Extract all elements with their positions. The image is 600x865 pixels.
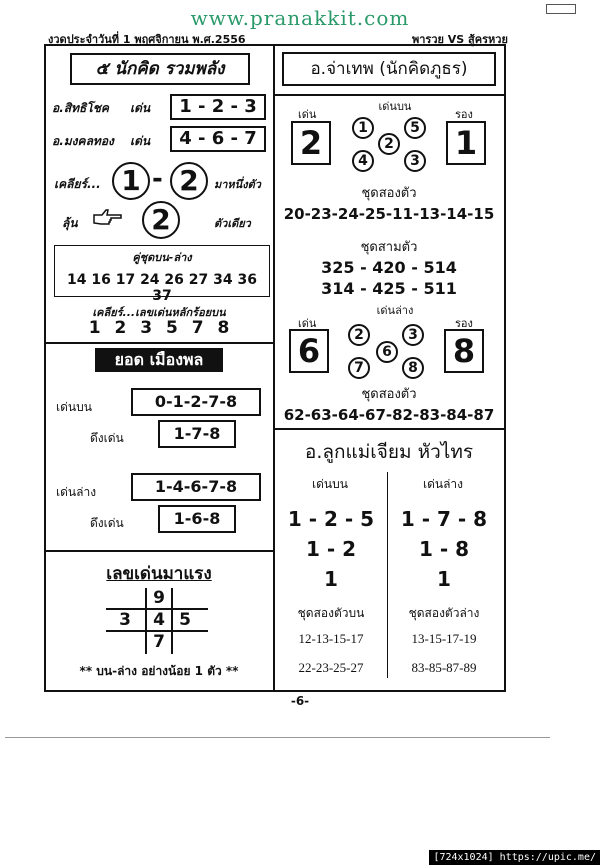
hunt-suffix: ตัวเดียว: [214, 217, 251, 230]
jamtep-bot-circle: 3: [402, 324, 424, 346]
pairs-box: [54, 245, 270, 304]
mom-bot-3: 1: [437, 567, 451, 591]
hunt-label: ลุ้น: [62, 216, 78, 230]
clear-circle-b: 2: [170, 162, 208, 200]
mom-top-2: 1 - 2: [305, 537, 357, 561]
clear-dash: -: [152, 164, 163, 194]
mom-bot-1: 1 - 7 - 8: [400, 507, 488, 531]
mom-pairs-top-title: ชุดสองตัวบน: [297, 606, 365, 620]
value-mongkhonthong: 4 - 6 - 7: [170, 126, 266, 152]
jamtep-two-bot: 62-63-64-67-82-83-84-87: [283, 406, 495, 424]
mom-title: อ.ลูกแม่เจียม หัวไทร: [304, 441, 474, 463]
five-thinkers-title: ๕ นักคิด รวมพลัง: [70, 53, 250, 85]
jamtep-bot-lead-label: เด่น: [298, 317, 317, 330]
jamtep-three-2: 314 - 425 - 511: [321, 279, 457, 298]
name-sitthichok: อ.สิทธิโชค: [52, 101, 109, 115]
mom-divider: [387, 472, 388, 678]
jamtep-two-top: 20-23-24-25-11-13-14-15: [283, 205, 495, 223]
image-host-tag: [724x1024] https://upic.me/: [429, 850, 600, 865]
jamtep-top-sub-label: รอง: [455, 108, 473, 121]
jamtep-top-sub: 1: [446, 121, 486, 165]
yod-top-label: เด่นบน: [56, 400, 92, 414]
header-right: พารวย VS สู้ครหวย: [412, 33, 508, 46]
lead-hundreds-digits: 1 2 3 5 7 8: [88, 318, 230, 338]
jamtep-title: อ.จ่าเทพ (นักคิดภูธร): [282, 52, 496, 86]
jamtep-bot-circle: 7: [348, 357, 370, 379]
jamtep-bot-sub-label: รอง: [455, 317, 473, 330]
clear-suffix: มาหนึ่งตัว: [214, 178, 261, 191]
mom-top-3: 1: [324, 567, 338, 591]
left-divider-2: [44, 550, 274, 552]
jamtep-bot-sub: 8: [444, 329, 484, 373]
yod-top-pull-value: 1-7-8: [158, 420, 236, 448]
hot-cell: 5: [179, 610, 191, 630]
right-divider-1: [274, 94, 504, 96]
mom-top-1: 1 - 2 - 5: [287, 507, 375, 531]
tag-lead-2: เด่น: [130, 134, 151, 148]
jamtep-bot-center-label: เด่นล่าง: [376, 304, 414, 317]
hot-title: เลขเด่นมาแรง: [106, 564, 212, 584]
mom-pairs-bot-2: 83-85-87-89: [411, 660, 477, 675]
clear-label: เคลียร์...: [54, 177, 101, 191]
left-divider-1: [44, 342, 274, 344]
pairs-title: คู่ชุดบน-ล่าง: [132, 251, 192, 264]
yod-bot-pull-value: 1-6-8: [158, 505, 236, 533]
mom-pairs-bot-1: 13-15-17-19: [411, 631, 477, 646]
mom-pairs-top-2: 22-23-25-27: [298, 660, 364, 675]
scan-edge: [5, 737, 550, 738]
mom-pairs-bot-title: ชุดสองตัวล่าง: [408, 606, 480, 620]
pairs-values: 14 16 17 24 26 27 34 36 37: [67, 272, 257, 304]
mom-col-bot: เด่นล่าง: [422, 477, 464, 491]
column-divider: [273, 44, 275, 690]
jamtep-two-title-b: ชุดสองตัว: [361, 387, 417, 402]
yod-bot-label: เด่นล่าง: [56, 485, 97, 499]
jamtep-top-center-label: เด่นบน: [378, 100, 412, 113]
yod-bot-pull-label: ดึงเด่น: [90, 516, 124, 530]
hunt-circle: 2: [142, 201, 180, 239]
draw-date: งวดประจำวันที่ 1 พฤศจิกายน พ.ศ.2556: [48, 33, 246, 46]
jamtep-bot-lead: 6: [289, 329, 329, 373]
right-divider-2: [274, 428, 504, 430]
site-url: www.pranakkit.com: [190, 6, 410, 30]
hot-cell: 9: [153, 588, 165, 608]
jamtep-bot-circle: 8: [402, 357, 424, 379]
jamtep-top-circle: 4: [352, 150, 374, 172]
jamtep-three-1: 325 - 420 - 514: [321, 258, 457, 277]
hot-cell: 7: [153, 632, 165, 652]
jamtep-bot-circle: 2: [348, 324, 370, 346]
pointing-hand-icon: [92, 207, 124, 229]
jamtep-top-circle: 5: [404, 117, 426, 139]
hot-grid: [106, 588, 208, 654]
jamtep-bot-circle: 6: [376, 341, 398, 363]
corner-box: [546, 4, 576, 14]
yod-bot-value: 1-4-6-7-8: [131, 473, 261, 501]
jamtep-top-lead-label: เด่น: [298, 108, 317, 121]
page-number: -6-: [290, 694, 310, 708]
mom-col-top: เด่นบน: [312, 477, 348, 491]
jamtep-top-circle: 2: [378, 133, 400, 155]
lead-hundreds-note: เคลียร์...เลขเด่นหลักร้อยบน: [92, 306, 226, 319]
jamtep-top-circle: 1: [352, 117, 374, 139]
hot-cell: 4: [153, 610, 165, 630]
hot-note: ** บน-ล่าง อย่างน้อย 1 ตัว **: [79, 664, 239, 678]
yod-top-pull-label: ดึงเด่น: [90, 431, 124, 445]
mom-bot-2: 1 - 8: [418, 537, 470, 561]
jamtep-top-circle: 3: [404, 150, 426, 172]
jamtep-three-title: ชุดสามตัว: [360, 240, 418, 255]
jamtep-top-lead: 2: [291, 121, 331, 165]
value-sitthichok: 1 - 2 - 3: [170, 94, 266, 120]
name-mongkhonthong: อ.มงคลทอง: [52, 134, 114, 148]
yod-title: ยอด เมืองพล: [95, 348, 223, 372]
yod-top-value: 0-1-2-7-8: [131, 388, 261, 416]
jamtep-two-title: ชุดสองตัว: [361, 186, 417, 201]
hot-cell: 3: [119, 610, 131, 630]
clear-circle-a: 1: [112, 162, 150, 200]
mom-pairs-top-1: 12-13-15-17: [298, 631, 364, 646]
tag-lead-1: เด่น: [130, 101, 151, 115]
